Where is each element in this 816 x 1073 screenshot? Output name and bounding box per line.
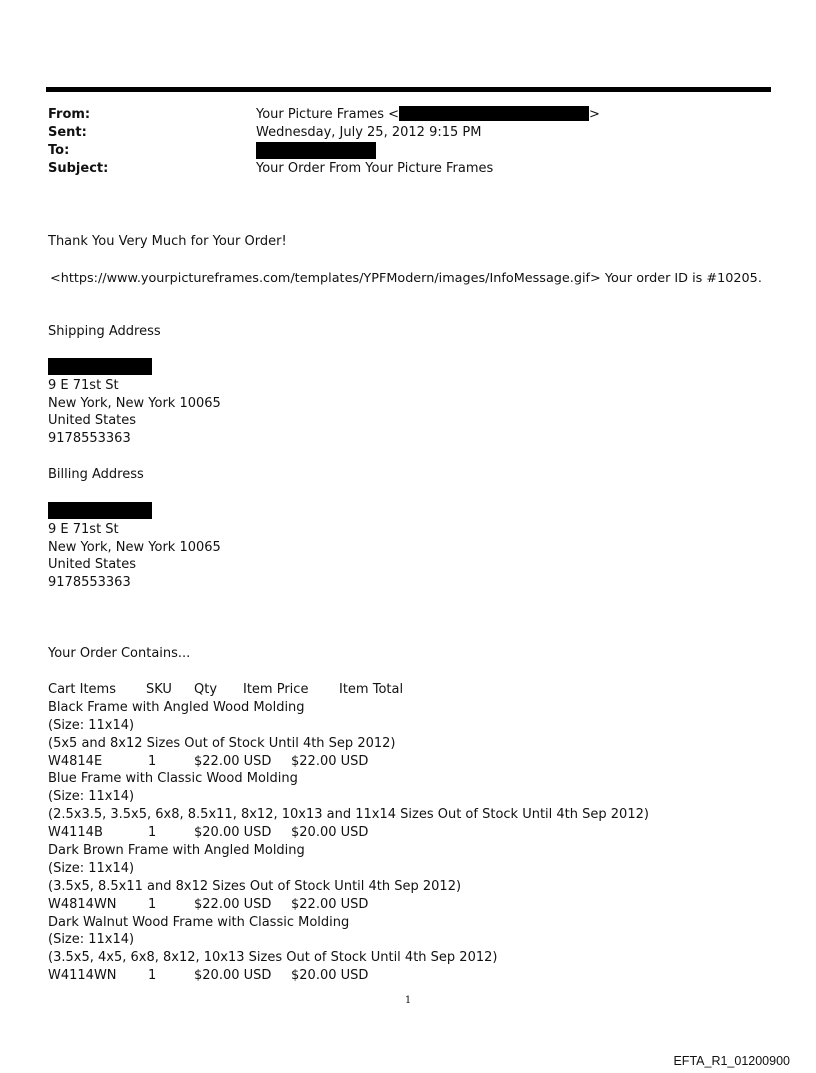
item-name-text: Dark Walnut Wood Frame with Classic Molding — [48, 914, 350, 930]
item-stock-note-text: (3.5x5, 4x5, 6x8, 8x12, 10x13 Sizes Out of Stock Until 4th Sep 2012) — [48, 950, 498, 966]
item-qty: 1 — [148, 896, 157, 912]
col-header-item-total: Item Total — [339, 682, 404, 697]
item-qty: 1 — [148, 968, 157, 984]
item-qty: 1 — [148, 753, 157, 769]
sent-value: Wednesday, July 25, 2012 9:15 PM — [256, 125, 482, 140]
redacted-billing-name — [48, 502, 152, 519]
page-number: 1 — [404, 995, 412, 1006]
billing-line: 9 E 71st St — [48, 522, 119, 537]
redacted-shipping-name — [48, 358, 152, 375]
shipping-address — [48, 358, 221, 447]
order-contains-heading: Your Order Contains... — [48, 646, 191, 661]
col-header-sku: SKU — [146, 682, 172, 697]
item-price: $20.00 USD — [194, 968, 272, 984]
shipping-line: 9 E 71st St — [48, 378, 119, 393]
item-sku: W4814E — [48, 753, 103, 769]
item-total: $22.00 USD — [291, 896, 369, 912]
order-id-line: <https://www.yourpictureframes.com/templates/YPFModern/images/InfoMessage.gif> Your order ID is #10205. — [50, 271, 762, 286]
shipping-line: 9178553363 — [48, 430, 131, 446]
item-name-text: Black Frame with Angled Wood Molding — [48, 699, 305, 715]
bates-stamp: EFTA_R1_01200900 — [673, 1054, 790, 1068]
billing-line: United States — [48, 557, 137, 573]
billing-line: New York, New York 10065 — [48, 539, 221, 555]
thank-you-text: Thank You Very Much for Your Order! — [48, 234, 287, 249]
redacted-email — [399, 106, 589, 121]
billing-line: 9178553363 — [48, 574, 131, 590]
from-close: > — [589, 107, 600, 122]
shipping-line: New York, New York 10065 — [48, 395, 221, 411]
item-price: $20.00 USD — [194, 825, 272, 841]
col-header-qty: Qty — [194, 682, 218, 697]
item-stock-note-text: (5x5 and 8x12 Sizes Out of Stock Until 4th Sep 2012) — [48, 735, 396, 751]
item-total: $20.00 USD — [291, 968, 369, 984]
subject-label: Subject: — [48, 161, 109, 176]
to-value — [256, 142, 376, 162]
item-sku: W4114WN — [48, 968, 117, 984]
from-label: From: — [48, 107, 91, 122]
header-rule — [46, 87, 771, 92]
item-size-text: (Size: 11x14) — [48, 717, 135, 733]
from-value — [256, 106, 600, 124]
item-total: $22.00 USD — [291, 753, 369, 769]
item-stock-note-text: (3.5x5, 8.5x11 and 8x12 Sizes Out of Stock Until 4th Sep 2012) — [48, 878, 462, 894]
col-header-cart-items: Cart Items — [48, 682, 116, 697]
shipping-line: United States — [48, 413, 137, 429]
item-sku: W4114B — [48, 825, 103, 841]
item-sku: W4814WN — [48, 896, 117, 912]
item-price: $22.00 USD — [194, 753, 272, 769]
shipping-heading: Shipping Address — [48, 324, 161, 339]
billing-address — [48, 502, 221, 591]
item-name-text: Blue Frame with Classic Wood Molding — [48, 771, 298, 787]
redacted-recipient — [256, 142, 376, 159]
item-stock-note-text: (2.5x3.5, 3.5x5, 6x8, 8.5x11, 8x12, 10x13 and 11x14 Sizes Out of Stock Until 4th Sep 2012) — [48, 807, 649, 823]
to-label: To: — [48, 143, 70, 158]
item-qty: 1 — [148, 825, 157, 841]
from-name: Your Picture Frames < — [256, 107, 400, 122]
item-size-text: (Size: 11x14) — [48, 789, 135, 805]
item-size-text: (Size: 11x14) — [48, 932, 135, 948]
item-name-text: Dark Brown Frame with Angled Molding — [48, 843, 305, 859]
subject-value: Your Order From Your Picture Frames — [256, 161, 494, 176]
item-price: $22.00 USD — [194, 896, 272, 912]
sent-label: Sent: — [48, 125, 87, 140]
item-total: $20.00 USD — [291, 825, 369, 841]
billing-heading: Billing Address — [48, 467, 144, 482]
col-header-item-price: Item Price — [243, 682, 309, 697]
item-size-text: (Size: 11x14) — [48, 860, 135, 876]
